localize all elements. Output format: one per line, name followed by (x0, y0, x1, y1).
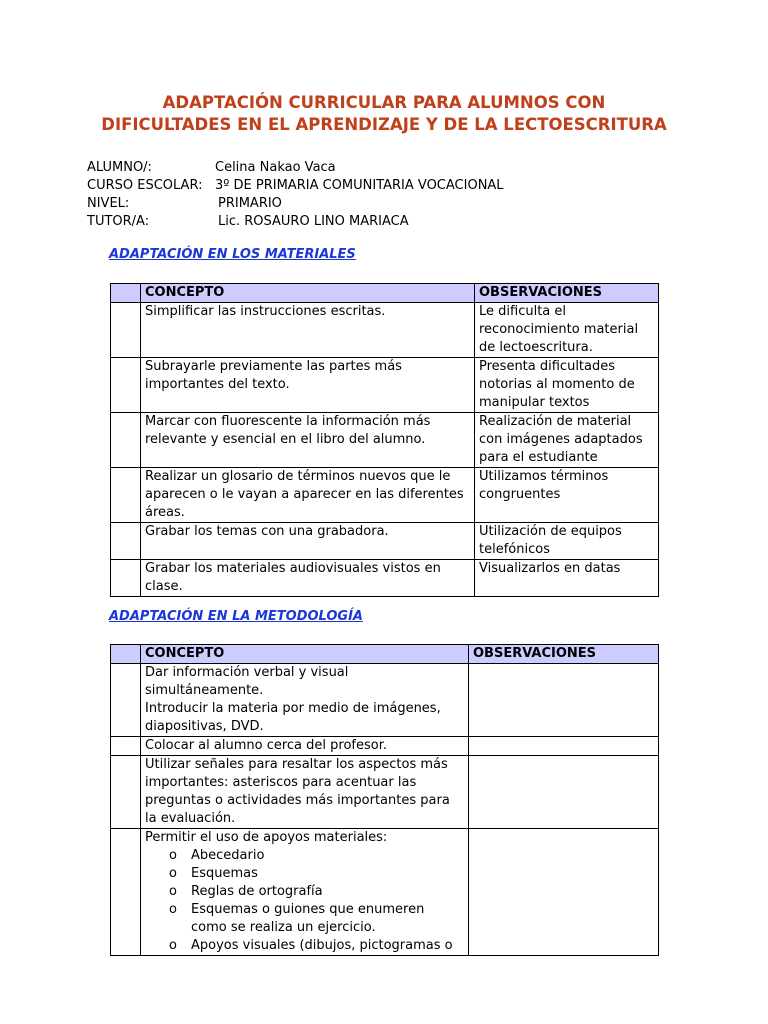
info-label: CURSO ESCOLAR: (87, 178, 203, 193)
concepto-cell: Subrayarle previamente las partes más importantes del texto. (141, 358, 475, 413)
header-concepto: CONCEPTO (141, 645, 469, 664)
table-header-row (111, 284, 659, 303)
list-item-text: Esquemas (191, 866, 258, 881)
table-row (111, 664, 659, 737)
info-row-alumno (87, 159, 504, 177)
materiales-table (110, 283, 659, 597)
info-label: NIVEL: (87, 196, 130, 211)
header-blank-cell (111, 645, 141, 664)
info-value: Lic. ROSAURO LINO MARIACA (218, 214, 409, 229)
concepto-cell: Realizar un glosario de términos nuevos que le aparecen o le vayan a aparecer en las diferentes áreas. (141, 468, 475, 523)
concepto-cell: Grabar los materiales audiovisuales vistos en clase. (141, 560, 475, 597)
bullet-circle-icon: o (169, 848, 177, 863)
observacion-cell (469, 756, 659, 829)
list-item (169, 901, 464, 937)
list-item (169, 937, 464, 955)
concepto-cell: Utilizar señales para resaltar los aspectos más importantes: asteriscos para acentuar las preguntas o actividades más importantes para la evaluación. (141, 756, 469, 829)
supports-list (145, 847, 464, 955)
bullet-circle-icon: o (169, 938, 177, 953)
index-cell (111, 756, 141, 829)
index-cell (111, 468, 141, 523)
concepto-intro: Permitir el uso de apoyos materiales: (145, 830, 388, 845)
observacion-cell: Utilizamos términos congruentes (475, 468, 659, 523)
observacion-cell (469, 664, 659, 737)
section-heading-materiales: ADAPTACIÓN EN LOS MATERIALES (109, 247, 356, 262)
title-line-1: ADAPTACIÓN CURRICULAR PARA ALUMNOS CON (162, 93, 606, 112)
section-heading-metodologia: ADAPTACIÓN EN LA METODOLOGÍA (109, 609, 363, 624)
metodologia-table (110, 644, 659, 956)
index-cell (111, 664, 141, 737)
info-row-nivel (87, 195, 504, 213)
table-row (111, 468, 659, 523)
info-row-curso (87, 177, 504, 195)
bullet-circle-icon: o (169, 902, 177, 917)
observacion-cell: Presenta dificultades notorias al momento de manipular textos (475, 358, 659, 413)
list-item (169, 847, 464, 865)
list-item (169, 865, 464, 883)
list-item-text: Reglas de ortografía (191, 884, 323, 899)
table-row (111, 829, 659, 956)
index-cell (111, 413, 141, 468)
concepto-line: Introducir la materia por medio de imágenes, diapositivas, DVD. (145, 701, 441, 734)
info-label: ALUMNO/: (87, 160, 152, 175)
index-cell (111, 523, 141, 560)
concepto-line: Dar información verbal y visual simultáneamente. (145, 665, 349, 698)
table-row (111, 413, 659, 468)
title-line-2: DIFICULTADES EN EL APRENDIZAJE Y DE LA LECTOESCRITURA (101, 115, 667, 134)
list-item (169, 883, 464, 901)
list-item-text: Apoyos visuales (dibujos, pictogramas o (191, 938, 453, 953)
info-value: Celina Nakao Vaca (215, 160, 336, 175)
index-cell (111, 358, 141, 413)
index-cell (111, 829, 141, 956)
table-row (111, 737, 659, 756)
index-cell (111, 303, 141, 358)
info-label: TUTOR/A: (87, 214, 150, 229)
table-header-row (111, 645, 659, 664)
bullet-circle-icon: o (169, 866, 177, 881)
concepto-cell: Marcar con fluorescente la información más relevante y esencial en el libro del alumno. (141, 413, 475, 468)
concepto-cell (141, 664, 469, 737)
index-cell (111, 560, 141, 597)
header-concepto: CONCEPTO (141, 284, 475, 303)
index-cell (111, 737, 141, 756)
info-value: PRIMARIO (218, 196, 282, 211)
concepto-cell (141, 829, 469, 956)
header-blank-cell (111, 284, 141, 303)
bullet-circle-icon: o (169, 884, 177, 899)
table-row (111, 303, 659, 358)
concepto-cell: Colocar al alumno cerca del profesor. (141, 737, 469, 756)
concepto-cell: Grabar los temas con una grabadora. (141, 523, 475, 560)
document-title (60, 92, 708, 136)
list-item-text: Abecedario (191, 848, 265, 863)
header-observaciones: OBSERVACIONES (469, 645, 659, 664)
observacion-cell: Realización de material con imágenes adaptados para el estudiante (475, 413, 659, 468)
observacion-cell: Utilización de equipos telefónicos (475, 523, 659, 560)
info-row-tutor (87, 213, 504, 231)
info-value: 3º DE PRIMARIA COMUNITARIA VOCACIONAL (215, 178, 504, 193)
observacion-cell (469, 737, 659, 756)
concepto-cell: Simplificar las instrucciones escritas. (141, 303, 475, 358)
student-info (87, 159, 504, 231)
table-row (111, 756, 659, 829)
observacion-cell (469, 829, 659, 956)
table-row (111, 358, 659, 413)
observacion-cell: Visualizarlos en datas (475, 560, 659, 597)
table-row (111, 523, 659, 560)
header-observaciones: OBSERVACIONES (475, 284, 659, 303)
table-row (111, 560, 659, 597)
list-item-text: Esquemas o guiones que enumeren como se realiza un ejercicio. (191, 902, 425, 935)
observacion-cell: Le dificulta el reconocimiento material de lectoescritura. (475, 303, 659, 358)
